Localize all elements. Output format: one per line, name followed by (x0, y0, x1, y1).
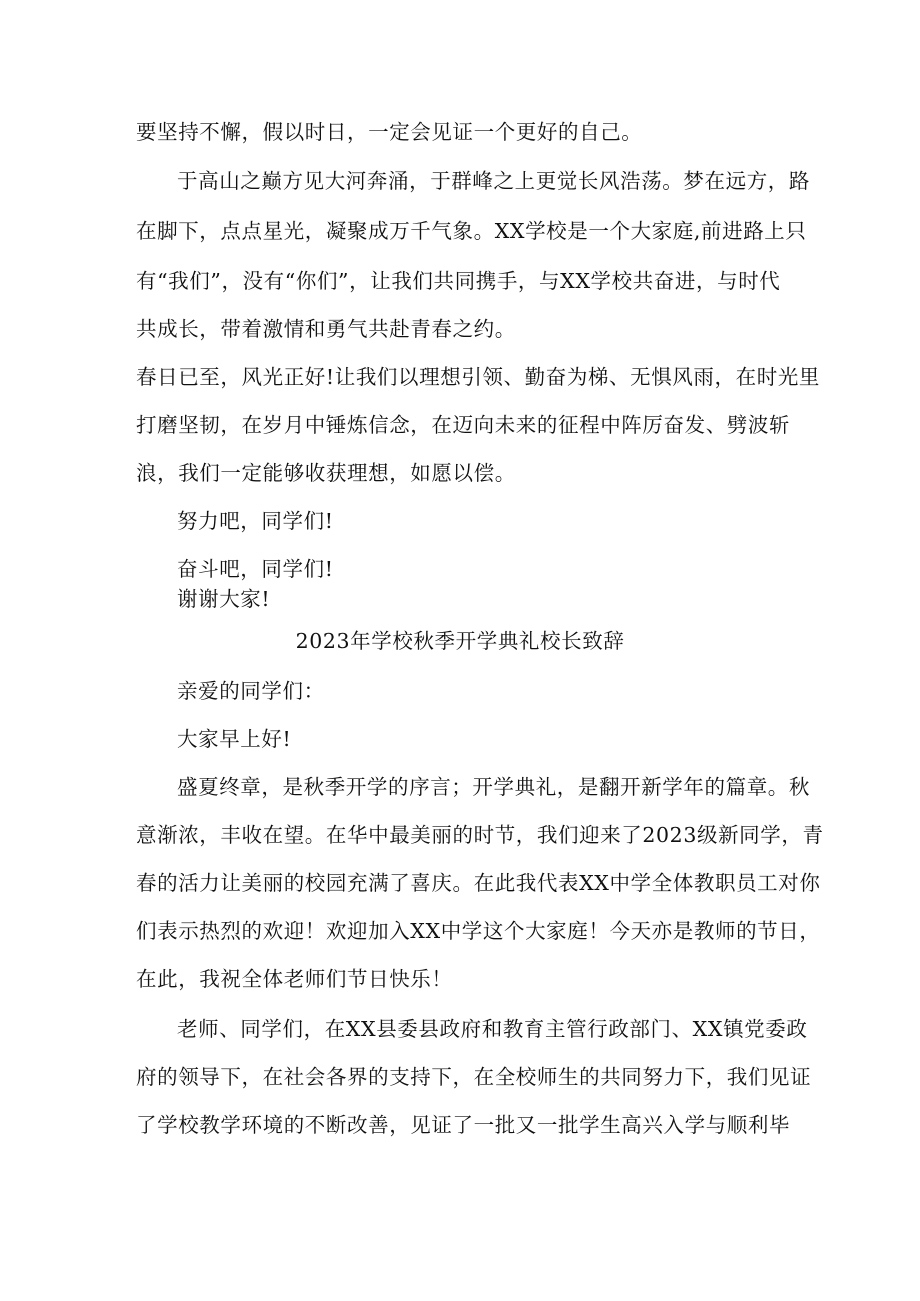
text-line: 要坚持不懈，假以时日，一定会见证一个更好的自己。 (136, 120, 643, 144)
text-line: 共成长，带着激情和勇气共赴青春之约。 (136, 317, 516, 341)
text-line: 府的领导下，在社会各界的支持下，在全校师生的共同努力下，我们见证 (136, 1065, 812, 1089)
text-line: 谢谢大家! (177, 587, 271, 611)
text-line: 春日已至，风光正好!让我们以理想引领、勤奋为梯、无惧风雨，在时光里 (136, 365, 821, 389)
text-line: 老师、同学们，在XX县委县政府和教育主管行政部门、XX镇党委政 (177, 1017, 808, 1041)
text-line: 有“我们”，没有“你们”，让我们共同携手，与XX学校共奋进，与时代 (136, 269, 781, 293)
text-line: 打磨坚韧，在岁月中锤炼信念，在迈向未来的征程中阵厉奋发、劈波斩 (136, 413, 791, 437)
speech-title: 2023年学校秋季开学典礼校长致辞 (295, 629, 625, 653)
text-line: 在脚下，点点星光，凝聚成万千气象。XX学校是一个大家庭,前进路上只 (136, 219, 807, 243)
text-line: 盛夏终章，是秋季开学的序言；开学典礼，是翻开新学年的篇章。秋 (177, 775, 810, 799)
greeting: 大家早上好! (177, 727, 292, 751)
text-line: 们表示热烈的欢迎！欢迎加入XX中学这个大家庭！今天亦是教师的节日， (136, 919, 821, 943)
text-line: 努力吧，同学们! (177, 509, 334, 533)
text-line: 意渐浓，丰收在望。在华中最美丽的时节，我们迎来了2023级新同学，青 (136, 823, 824, 847)
text-line: 奋斗吧，同学们! (177, 557, 334, 581)
text-line: 春的活力让美丽的校园充满了喜庆。在此我代表XX中学全体教职员工对你 (136, 871, 821, 895)
text-line: 于高山之巅方见大河奔涌，于群峰之上更觉长风浩荡。梦在远方，路 (177, 169, 810, 193)
text-line: 了学校教学环境的不断改善，见证了一批又一批学生高兴入学与顺利毕 (136, 1113, 791, 1137)
text-line: 浪，我们一定能够收获理想，如愿以偿。 (136, 461, 516, 485)
salutation: 亲爱的同学们： (177, 679, 325, 703)
text-line: 在此，我祝全体老师们节日快乐！ (136, 967, 453, 991)
